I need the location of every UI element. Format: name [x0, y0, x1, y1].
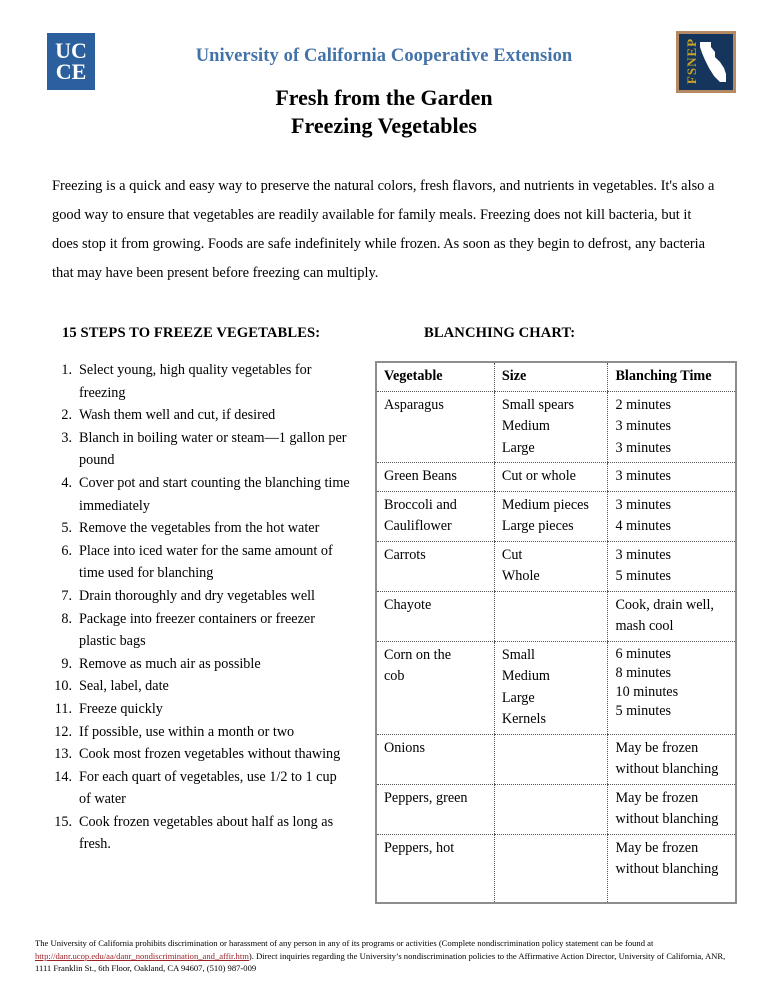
list-item-label: Wash them well and cut, if desired	[79, 407, 276, 424]
table-cell-size	[494, 463, 608, 492]
table-cell-line: Large	[501, 689, 535, 706]
table-cell-vegetable	[376, 641, 494, 734]
table-cell-line: Cauliflower	[384, 518, 452, 534]
list-item	[52, 427, 352, 472]
table-cell-line: without blanching	[615, 811, 719, 827]
table-cell-line: mash cool	[615, 618, 674, 634]
list-item-label: If possible, use within a month or two	[79, 723, 295, 740]
list-item	[52, 540, 352, 585]
table-row	[376, 391, 736, 463]
ucce-logo-line1: UC	[55, 38, 87, 64]
table-cell-line: 3 minutes	[615, 418, 672, 434]
list-item-label: Freeze quickly	[79, 700, 163, 717]
table-cell-spacer	[615, 881, 731, 899]
list-item-number: 4.	[61, 474, 72, 491]
list-item-number: 6.	[61, 542, 72, 559]
table-cell-line: Green Beans	[384, 468, 457, 484]
list-item-label: Cover pot and start counting the blanching time immediately	[79, 474, 350, 514]
page-title	[0, 84, 768, 140]
table-cell-line: 5 minutes	[615, 568, 672, 584]
footer-text-part1: The University of California prohibits discrimination or harassment of any person in any of its programs or activities (Complete nondiscrimination policy statement can be found at	[35, 938, 654, 948]
table-cell-vegetable	[376, 834, 494, 903]
column-header-vegetable: Vegetable	[376, 362, 494, 391]
fsnep-logo	[676, 31, 736, 93]
list-item-number: 13.	[54, 746, 72, 763]
table-cell-line: without blanching	[615, 861, 719, 877]
table-cell-line: without blanching	[615, 761, 719, 777]
list-item	[52, 811, 352, 856]
list-item-label: Select young, high quality vegetables for freezing	[79, 362, 312, 401]
table-cell-line: May be frozen	[615, 839, 699, 856]
table-cell-line: Cut or whole	[501, 468, 576, 484]
table-cell-size	[494, 734, 608, 784]
table-cell-vegetable	[376, 463, 494, 492]
list-item	[52, 743, 352, 766]
list-item-number: 3.	[61, 429, 72, 446]
table-cell-line: Medium	[501, 668, 550, 684]
table-cell-line: Kernels	[501, 711, 546, 727]
list-item-label: Package into freezer containers or freezer plastic bags	[79, 610, 315, 650]
table-row	[376, 784, 736, 834]
table-row	[376, 734, 736, 784]
steps-section-heading: 15 STEPS TO FREEZE VEGETABLES:	[62, 325, 321, 341]
table-cell-line: Broccoli and	[384, 496, 457, 513]
list-item	[52, 608, 352, 653]
list-item-label: Blanch in boiling water or steam—1 gallon per pound	[79, 429, 347, 469]
table-cell-time	[608, 834, 736, 903]
list-item-label: Remove the vegetables from the hot water	[79, 520, 320, 537]
list-item	[52, 585, 352, 608]
page-title-line2: Freezing Vegetables	[291, 113, 477, 138]
steps-list	[52, 359, 352, 856]
table-cell-size	[494, 491, 608, 541]
table-row	[376, 591, 736, 641]
table-cell-size	[494, 391, 608, 463]
table-cell-line: Peppers, green	[384, 789, 468, 806]
table-cell-line: cob	[384, 668, 405, 684]
table-cell-time	[608, 541, 736, 591]
table-cell-line: Medium	[501, 418, 550, 434]
table-cell-line: Small	[501, 646, 535, 663]
table-row	[376, 541, 736, 591]
table-cell-vegetable	[376, 591, 494, 641]
table-row	[376, 463, 736, 492]
nondiscrimination-policy-link[interactable]: http://danr.ucop.edu/aa/danr_nondiscrimination_and_affir.htm	[35, 950, 249, 961]
column-header-size: Size	[494, 362, 608, 391]
list-item-label: For each quart of vegetables, use 1/2 to 1 cup of water	[79, 768, 337, 808]
table-cell-time	[608, 734, 736, 784]
table-cell-vegetable	[376, 784, 494, 834]
list-item	[52, 698, 352, 721]
list-item-number: 15.	[54, 813, 72, 830]
footer-disclaimer	[35, 937, 735, 975]
table-cell-vegetable	[376, 541, 494, 591]
list-item-label: Drain thoroughly and dry vegetables well	[79, 587, 315, 604]
list-item-number: 12.	[54, 723, 72, 740]
list-item-number: 1.	[61, 362, 72, 378]
table-header-row	[376, 362, 736, 391]
table-cell-spacer	[502, 859, 604, 877]
intro-paragraph: Freezing is a quick and easy way to preserve the natural colors, fresh flavors, and nutrients in vegetables. It's also a good way to ensure that vegetables are readily available for family meals. Freezing does not kill bacteria, but it does stop it from growing. Foods are safe indefinitely while frozen. As soon as they begin to defrost, any bacteria that may have been present before freezing can multiply.	[52, 178, 715, 281]
table-cell-spacer	[384, 859, 490, 877]
table-cell-time	[608, 591, 736, 641]
table-cell-line: 3 minutes	[615, 439, 672, 456]
list-item-number: 11.	[54, 700, 72, 717]
list-item-number: 9.	[61, 655, 72, 672]
list-item-label: Cook frozen vegetables about half as long as fresh.	[79, 813, 334, 853]
list-item-number: 8.	[61, 610, 72, 627]
chart-section-heading: BLANCHING CHART:	[424, 325, 576, 341]
footer-text-part2: ). Direct inquiries regarding the University’s nondiscrimination policies to the Affirmative Action Director, University of California, ANR, 1111 Franklin St., 6th Floor, Oakland, CA 94607, (510) 987-009	[35, 950, 726, 974]
table-row	[376, 834, 736, 903]
table-cell-line: Carrots	[384, 546, 426, 563]
table-cell-line: 3 minutes	[615, 496, 672, 513]
table-cell-vegetable	[376, 391, 494, 463]
table-cell-size	[494, 641, 608, 734]
table-cell-line: 3 minutes	[615, 468, 672, 484]
table-cell-line: Whole	[501, 568, 540, 584]
table-cell-line: Corn on the	[384, 646, 451, 663]
table-cell-vegetable	[376, 734, 494, 784]
organization-title: University of California Cooperative Extension	[195, 46, 573, 66]
table-cell-line: Large pieces	[501, 518, 574, 534]
list-item	[52, 472, 352, 517]
table-cell-line: 10 minutes	[615, 683, 679, 700]
table-cell-time	[608, 784, 736, 834]
table-cell-line: 3 minutes	[615, 546, 672, 563]
table-cell-line: 6 minutes	[615, 645, 672, 662]
table-row	[376, 491, 736, 541]
table-cell-line: Peppers, hot	[384, 839, 455, 856]
list-item	[52, 517, 352, 540]
list-item-number: 7.	[61, 587, 72, 604]
table-cell-line: Asparagus	[384, 396, 444, 413]
table-cell-line: Cook, drain well,	[615, 596, 714, 613]
table-cell-time	[608, 641, 736, 734]
table-cell-time	[608, 463, 736, 492]
table-cell-line: May be frozen	[615, 739, 699, 756]
table-cell-time	[608, 391, 736, 463]
table-cell-line: May be frozen	[615, 789, 699, 806]
table-cell-line: 5 minutes	[615, 702, 672, 719]
table-cell-line: 8 minutes	[615, 664, 672, 681]
table-cell-size	[494, 834, 608, 903]
list-item	[52, 675, 352, 698]
list-item	[52, 359, 352, 404]
table-body	[376, 391, 736, 903]
table-cell-time	[608, 491, 736, 541]
list-item	[52, 653, 352, 676]
table-row	[376, 641, 736, 734]
list-item	[52, 404, 352, 427]
table-cell-line: Chayote	[384, 596, 432, 613]
table-cell-line: Cut	[501, 546, 523, 563]
table-cell-vegetable	[376, 491, 494, 541]
list-item-number: 2.	[61, 407, 72, 424]
table-cell-line: 2 minutes	[615, 396, 672, 413]
table-cell-line: 4 minutes	[615, 518, 672, 534]
list-item-label: Cook most frozen vegetables without thawing	[79, 746, 341, 763]
table-cell-line: Medium pieces	[501, 496, 589, 513]
fsnep-logo-label: FSNEP	[684, 37, 699, 85]
table-cell-size	[494, 541, 608, 591]
table-cell-line: Small spears	[501, 396, 574, 413]
list-item-label: Seal, label, date	[79, 678, 169, 695]
table-cell-size	[494, 591, 608, 641]
list-item-number: 10.	[54, 678, 72, 695]
ucce-logo-line2: CE	[55, 58, 87, 84]
list-item	[52, 721, 352, 744]
california-state-icon	[698, 41, 728, 84]
page-title-line1: Fresh from the Garden	[275, 85, 493, 110]
list-item-number: 14.	[54, 768, 72, 785]
list-item	[52, 766, 352, 811]
blanching-chart-table	[375, 361, 737, 904]
column-header-blanching-time: Blanching Time	[608, 362, 736, 391]
table-cell-size	[494, 784, 608, 834]
table-cell-line: Large	[501, 439, 535, 456]
list-item-label: Remove as much air as possible	[79, 655, 261, 672]
page-header	[0, 0, 768, 160]
list-item-label: Place into iced water for the same amount of time used for blanching	[79, 542, 333, 582]
table-cell-line: Onions	[384, 739, 425, 756]
list-item-number: 5.	[61, 520, 72, 537]
